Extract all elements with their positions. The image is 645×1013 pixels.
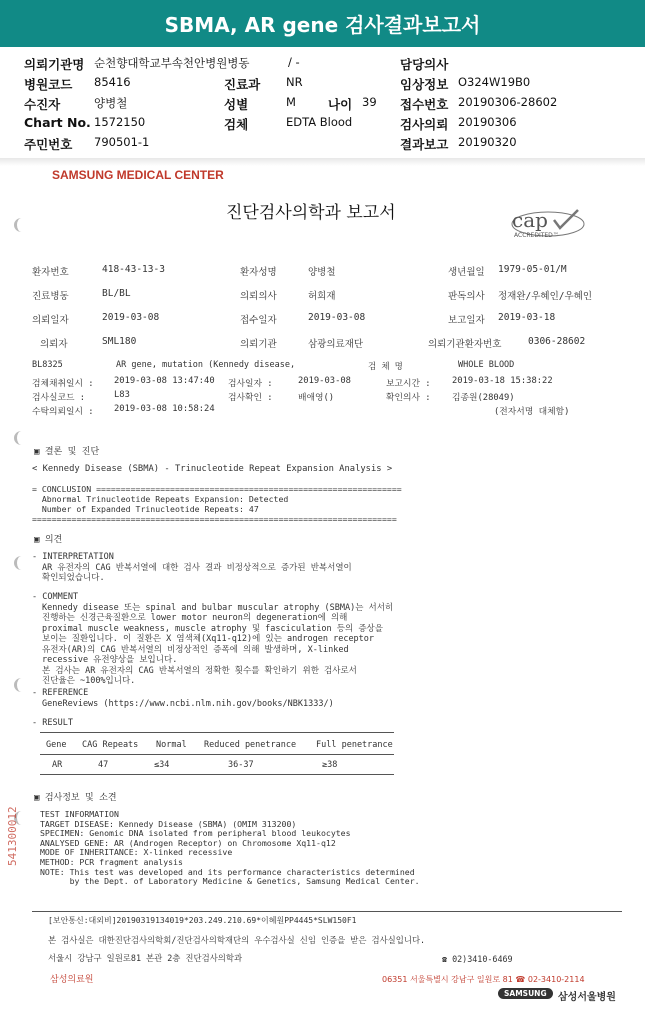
footer-address: 서울시 강남구 일원로81 본관 2층 진단검사의학과 (48, 953, 243, 963)
analysis-title: < Kennedy Disease (SBMA) - Trinucleotide Repeat Expansion Analysis > (32, 464, 393, 474)
label-institution: 의뢰기관명 (24, 57, 85, 72)
value-dept: NR (286, 75, 303, 89)
test-info-line: MODE OF INHERITANCE: X-linked recessive (40, 847, 233, 858)
test-info-line: ANALYSED GENE: AR (Androgen Receptor) on Chromosome Xq11-q12 (40, 837, 336, 848)
footer-telephone: ☎ 02)3410-6469 (442, 954, 513, 964)
info-label: 의뢰의사 (240, 291, 277, 302)
label-request-date: 검사의뢰 (400, 117, 449, 132)
report-title: SBMA, AR gene 검사결과보고서 (164, 13, 481, 37)
test-info-line: TEST INFORMATION (40, 809, 119, 819)
result-table (40, 732, 394, 776)
table-header: Reduced penetrance (204, 740, 297, 750)
side-serial-number: 541300012 (6, 806, 19, 866)
info-value: 0306-28602 (528, 336, 586, 347)
table-cell: 47 (98, 760, 109, 770)
label-sex: 성별 (224, 97, 249, 112)
comment-line: 유전자(AR)의 CAG 반복서열의 비정상적인 증폭에 의해 발생하며, X-linked (42, 644, 349, 655)
value-hospital-code: 85416 (94, 75, 131, 89)
info-value: BL/BL (102, 288, 131, 299)
result-heading: - RESULT (32, 718, 73, 728)
interp-heading: - INTERPRETATION (32, 552, 114, 562)
time-value: 2019-03-08 (298, 376, 351, 386)
info-value: 허희재 (308, 291, 336, 302)
time-value: 2019-03-08 13:47:40 (114, 376, 215, 386)
value-request-date: 20190306 (458, 115, 517, 129)
report-banner (0, 0, 645, 47)
test-code: BL8325 (32, 360, 63, 370)
footer-org-name: 삼성의료원 (50, 975, 94, 985)
scanned-report (6, 166, 638, 1013)
label-hospital-code: 병원코드 (24, 77, 73, 92)
conclusion-line: = CONCLUSION ============================================================== (32, 484, 402, 494)
reference-link: GeneReviews (https://www.ncbi.nlm.nih.gov/books/NBK1333/) (42, 698, 334, 709)
footer-rule (32, 911, 622, 912)
comment-line: 진행하는 신경근육질환으로 lower motor neuron의 degeneration에 의해 (42, 613, 348, 623)
info-value: 418-43-13-3 (102, 264, 165, 275)
comment-line: 진단율은 ~100%입니다. (42, 676, 136, 686)
header-divider (0, 158, 645, 166)
section-test-info: ▣ 검사정보 및 소견 (34, 793, 117, 803)
comment-line: 본 검사는 AR 유전자의 CAG 반복서열의 정확한 횟수를 확인하기 위한 검사로서 (42, 665, 357, 676)
time-label: 보고시간 : (386, 379, 431, 389)
binder-hole (14, 431, 29, 445)
info-value: 양병철 (308, 267, 336, 278)
conclusion-line: Number of Expanded Trinucleotide Repeats: 47 (32, 504, 259, 514)
time-value: 2019-03-08 10:58:24 (114, 404, 215, 414)
comment-line: 보이는 질환입니다. 이 질환은 X 염색체(Xq11-q12)에 있는 androgen receptor (42, 634, 375, 644)
table-header: Gene (46, 740, 67, 750)
samsung-logo: SAMSUNG (498, 988, 553, 999)
table-header: CAG Repeats (82, 740, 139, 750)
info-value: 2019-03-08 (102, 312, 160, 323)
info-label: 진료병동 (32, 291, 69, 302)
time-label: 검사실코드 : (32, 393, 86, 403)
info-label: 생년월일 (448, 267, 485, 278)
binder-hole (14, 218, 29, 232)
interp-line: AR 유전자의 CAG 반복서열에 대한 검사 결과 비정상적으로 증가된 반복서열이 (42, 562, 352, 573)
section-result: ▣ 결론 및 진단 (34, 447, 100, 457)
info-label: 환자성명 (240, 267, 277, 278)
time-value: 김종원(28049) (452, 393, 515, 403)
binder-hole (14, 556, 29, 570)
info-value: 정재완/우혜인/우혜인 (498, 291, 593, 302)
conclusion-block (32, 484, 402, 524)
comment-block (32, 592, 393, 687)
info-label: 환자번호 (32, 267, 69, 278)
value-sex: M (286, 95, 296, 109)
value-institution: 순천향대학교부속천안병원병동 (94, 56, 250, 70)
info-label: 보고일자 (448, 315, 485, 326)
value-report-date: 20190320 (458, 135, 517, 149)
dept-title: 진단검사의학과 보고서 (226, 203, 396, 223)
test-info-line: NOTE: This test was developed and its performance characteristics determined (40, 866, 415, 877)
table-cell: ≥38 (322, 760, 338, 770)
value-specimen: EDTA Blood (286, 115, 353, 129)
test-name: AR gene, mutation (Kennedy disease, (116, 360, 296, 370)
value-resident-no: 790501-1 (94, 135, 150, 149)
test-info-line: by the Dept. of Laboratory Medicine & Genetics, Samsung Medical Center. (40, 876, 420, 887)
time-label: 검체채취일시 : (32, 379, 94, 389)
test-info-line: SPECIMEN: Genomic DNA isolated from peripheral blood leukocytes (40, 828, 351, 839)
time-value: 2019-03-18 15:38:22 (452, 376, 553, 386)
interpretation-block (32, 552, 352, 584)
patient-info-table (32, 264, 622, 360)
conclusion-line: Abnormal Trinucleotide Repeats Expansion: Detected (32, 494, 289, 504)
info-label: 판독의사 (448, 291, 485, 302)
label-doctor: 담당의사 (400, 57, 449, 72)
esign-note: (전자서명 대체함) (494, 407, 570, 417)
footer-org-address: 06351 서울특별시 강남구 일원로 81 ☎ 02-3410-2114 (382, 975, 585, 984)
binder-hole (14, 678, 29, 692)
value-patient: 양병철 (94, 96, 128, 110)
footer-security-code: [보안통신:대외비]20190319134019*203.249.210.69*이혜원PP4445*SLW150F1 (48, 916, 357, 925)
time-label: 확인의사 : (386, 393, 431, 403)
info-value: 2019-03-08 (308, 312, 366, 323)
table-cell: ≤34 (154, 760, 170, 770)
reference-heading: - REFERENCE (32, 688, 89, 698)
table-header: Normal (156, 740, 187, 750)
label-receipt-no: 접수번호 (400, 97, 449, 112)
info-label: 의뢰기관환자번호 (428, 339, 502, 350)
time-label: 수탁의뢰일시 : (32, 407, 94, 417)
test-info-block (40, 810, 420, 887)
comment-line: Kennedy disease 또는 spinal and bulbar muscular atrophy (SBMA)는 서서히 (42, 602, 394, 613)
label-patient: 수진자 (24, 97, 61, 112)
label-clinical-info: 임상정보 (400, 77, 449, 92)
section-opinion: ▣ 의견 (34, 535, 63, 545)
comment-line: recessive 유전양상을 보입니다. (42, 655, 178, 665)
center-logo: SAMSUNG MEDICAL CENTER (52, 168, 224, 182)
label-age: 나이 (328, 97, 353, 112)
interp-line: 확인되었습니다. (42, 573, 105, 583)
label-specimen: 검체 (224, 117, 249, 132)
info-label: 의뢰일자 (32, 315, 69, 326)
time-label: 검사확인 : (228, 393, 273, 403)
comment-line: proximal muscle weakness, muscle atrophy 및 fasciculation 등의 증상을 (42, 623, 383, 634)
info-label: 의뢰자 (40, 339, 68, 350)
time-value: 배애영() (298, 393, 335, 403)
value-chart-no: 1572150 (94, 115, 146, 129)
time-value: L83 (114, 390, 130, 400)
label-resident-no: 주민번호 (24, 137, 73, 152)
label-dept: 진료과 (224, 77, 261, 92)
info-value: 1979-05-01/M (498, 264, 567, 275)
hospital-logo-text: 삼성서울병원 (558, 992, 616, 1003)
specimen-value: WHOLE BLOOD (458, 360, 515, 370)
cap-accredited-logo (508, 206, 588, 242)
table-cell: AR (52, 760, 63, 770)
value-clinical-info: O324W19B0 (458, 75, 531, 89)
cap-sub: ACCREDITED™ (514, 232, 559, 239)
info-value: SML180 (102, 336, 137, 347)
label-chart-no: Chart No. (24, 115, 91, 130)
timing-table (32, 376, 622, 426)
value-age: 39 (362, 95, 377, 109)
specimen-label: 검 체 명 (368, 362, 403, 372)
comment-heading: - COMMENT (32, 592, 79, 602)
cap-text: cap (512, 208, 548, 232)
reference-block (32, 688, 334, 709)
time-label: 검사일자 : (228, 379, 273, 389)
info-value: 삼광의료재단 (308, 339, 364, 350)
value-receipt-no: 20190306-28602 (458, 95, 558, 109)
info-label: 의뢰기관 (240, 339, 277, 350)
table-cell: 36-37 (228, 760, 254, 770)
table-header: Full penetrance (316, 740, 393, 750)
info-value: 2019-03-18 (498, 312, 556, 323)
test-info-line: METHOD: PCR fragment analysis (40, 856, 183, 867)
value-ward: / - (288, 55, 300, 69)
conclusion-line: ========================================================================== (32, 514, 397, 524)
label-report-date: 결과보고 (400, 137, 449, 152)
info-label: 접수일자 (240, 315, 277, 326)
footer-certification: 본 검사실은 대한진단검사의학회/진단검사의학재단의 우수검사실 신임 인증을 받은 검사실입니다. (48, 935, 426, 945)
test-info-line: TARGET DISEASE: Kennedy Disease (SBMA) (OMIM 313200) (40, 818, 297, 829)
